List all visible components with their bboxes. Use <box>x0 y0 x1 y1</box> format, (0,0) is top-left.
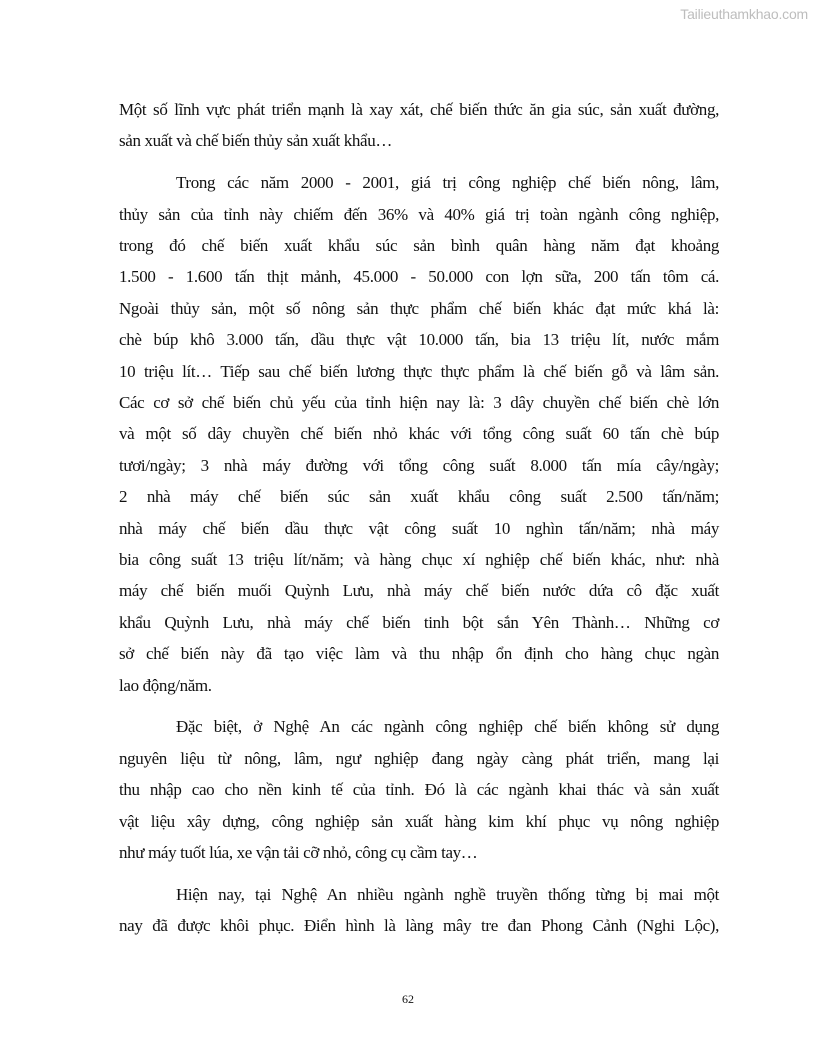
text-line: và một số dây chuyền chế biến nhỏ khác với tổng công suất 60 tấn chè búp <box>119 424 719 444</box>
text-line: Hiện nay, tại Nghệ An nhiều ngành nghề truyền thống từng bị mai một <box>176 884 719 904</box>
paragraph <box>119 94 719 157</box>
text-line: như máy tuốt lúa, xe vận tải cỡ nhỏ, công cụ cầm tay… <box>119 842 478 862</box>
text-line: thủy sản của tỉnh này chiếm đến 36% và 40% giá trị toàn ngành công nghiệp, <box>119 204 719 224</box>
text-line: sản xuất và chế biến thủy sản xuất khẩu… <box>119 131 393 151</box>
text-line: tươi/ngày; 3 nhà máy đường với tổng công suất 8.000 tấn mía cây/ngày; <box>119 455 719 475</box>
text-line: nay đã được khôi phục. Điển hình là làng mây tre đan Phong Cảnh (Nghi Lộc), <box>119 916 719 936</box>
text-line: khẩu Quỳnh Lưu, nhà máy chế biến tinh bột sắn Yên Thành… Những cơ <box>119 612 719 632</box>
text-line: sở chế biến này đã tạo việc làm và thu nhập ổn định cho hàng chục ngàn <box>119 644 719 664</box>
text-line: vật liệu xây dựng, công nghiệp sản xuất hàng kim khí phục vụ nông nghiệp <box>119 811 719 831</box>
text-line: trong đó chế biến xuất khẩu súc sản bình quân hàng năm đạt khoảng <box>119 236 719 256</box>
paragraph <box>119 711 719 868</box>
text-line: bia công suất 13 triệu lít/năm; và hàng chục xí nghiệp chế biến khác, như: nhà <box>119 549 719 569</box>
text-line: Một số lĩnh vực phát triển mạnh là xay xát, chế biến thức ăn gia súc, sản xuất đường, <box>119 100 719 119</box>
text-line: 2 nhà máy chế biến súc sản xuất khẩu công suất 2.500 tấn/năm; <box>119 487 719 507</box>
text-line: nguyên liệu từ nông, lâm, ngư nghiệp đang ngày càng phát triển, mang lại <box>119 748 719 768</box>
text-line: Đặc biệt, ở Nghệ An các ngành công nghiệp chế biến không sử dụng <box>176 717 719 737</box>
watermark: Tailieuthamkhao.com <box>680 6 808 22</box>
text-line: thu nhập cao cho nền kinh tế của tỉnh. Đó là các ngành khai thác và sản xuất <box>119 780 719 800</box>
text-line: máy chế biến muối Quỳnh Lưu, nhà máy chế biến nước dứa cô đặc xuất <box>119 581 719 601</box>
text-line: nhà máy chế biến dầu thực vật công suất 10 nghìn tấn/năm; nhà máy <box>119 518 719 538</box>
page-number: 62 <box>402 992 414 1006</box>
text-line: lao động/năm. <box>119 675 212 695</box>
text-line: Trong các năm 2000 - 2001, giá trị công nghiệp chế biến nông, lâm, <box>176 173 719 193</box>
text-line: 10 triệu lít… Tiếp sau chế biến lương thực thực phẩm là chế biến gỗ và lâm sản. <box>119 361 719 381</box>
document-body <box>119 94 719 952</box>
paragraph <box>119 167 719 701</box>
text-line: Ngoài thủy sản, một số nông sản thực phẩm chế biến khác đạt mức khá là: <box>119 298 719 318</box>
text-line: Các cơ sở chế biến chủ yếu của tỉnh hiện nay là: 3 dây chuyền chế biến chè lớn <box>119 393 719 413</box>
text-line: chè búp khô 3.000 tấn, dầu thực vật 10.000 tấn, bia 13 triệu lít, nước mắm <box>119 330 719 350</box>
text-line: 1.500 - 1.600 tấn thịt mảnh, 45.000 - 50.000 con lợn sữa, 200 tấn tôm cá. <box>119 267 719 287</box>
paragraph <box>119 879 719 942</box>
